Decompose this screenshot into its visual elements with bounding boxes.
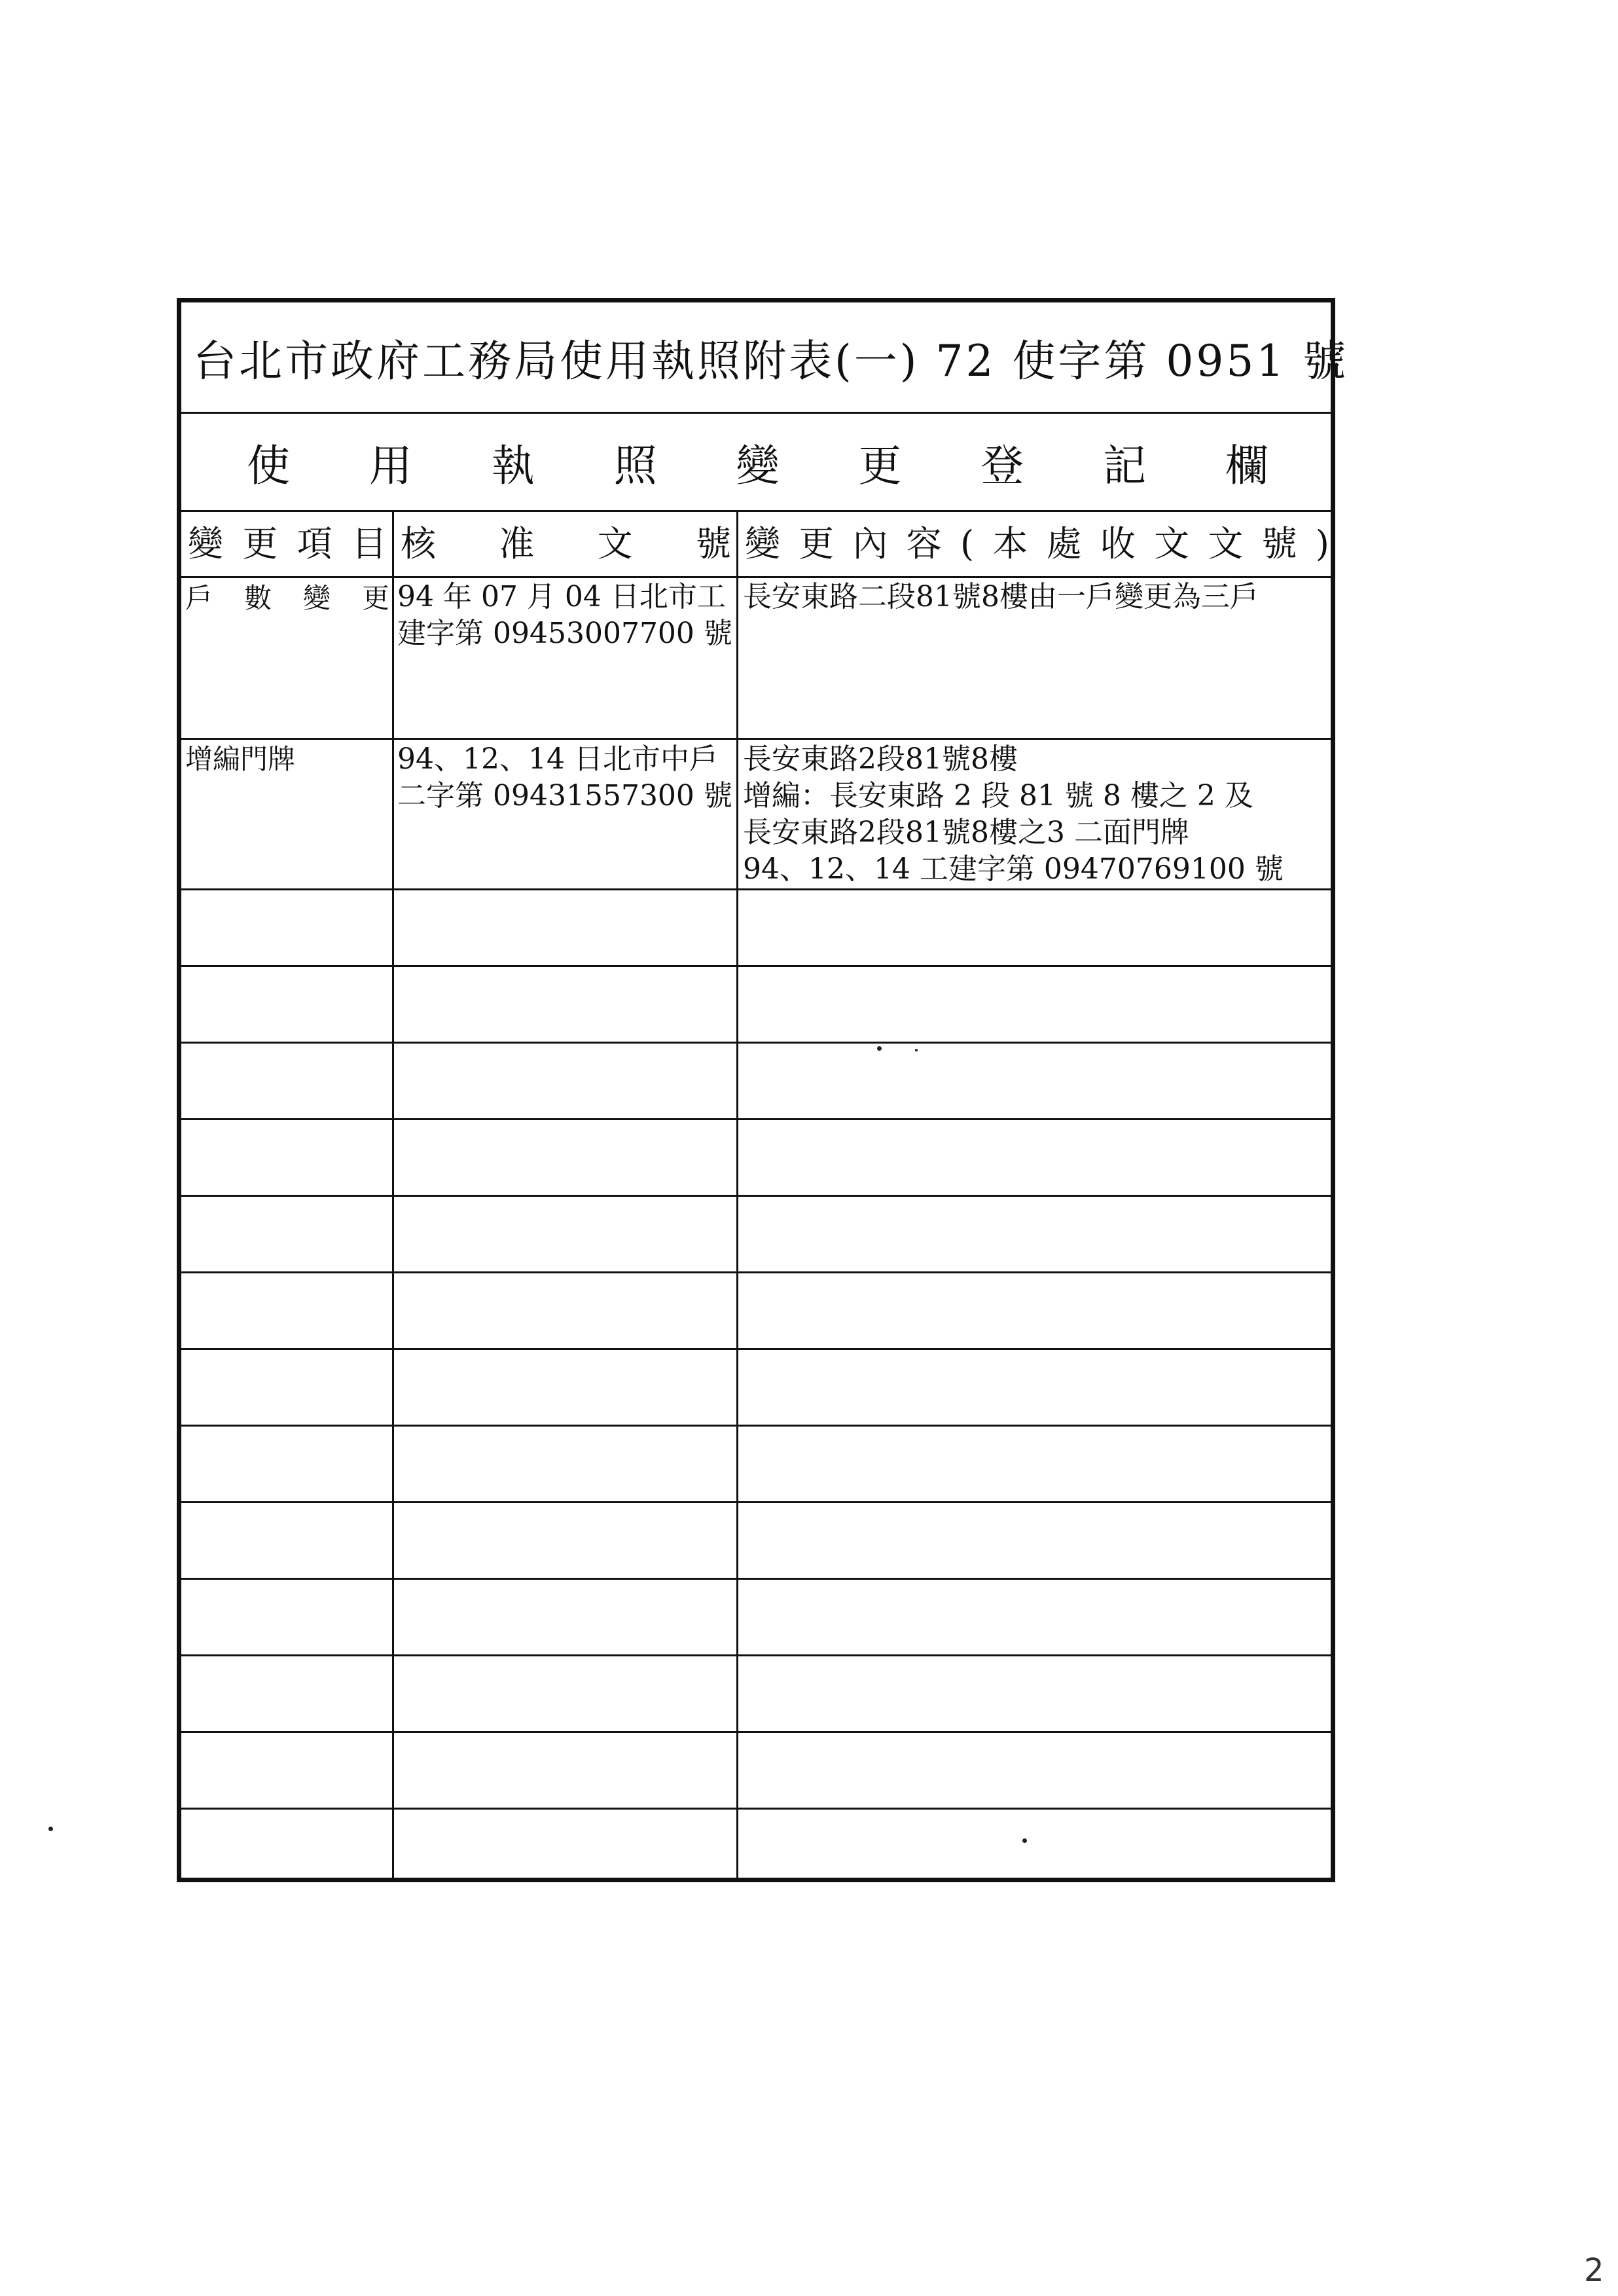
row-1-item [185, 580, 389, 619]
ref-line: 建字第 09453007700 號 [397, 617, 732, 650]
page-number: 2 [1584, 2252, 1604, 2289]
row-divider [181, 1271, 1331, 1273]
header-char: 收 [1100, 523, 1136, 564]
item-char: 更 [361, 582, 389, 614]
row-divider [181, 888, 1331, 890]
ref-line: 94、12、14 日北市中戶 [397, 742, 718, 776]
row-divider [181, 738, 1331, 740]
header-char: 變 [188, 523, 223, 564]
header-char: 變 [745, 523, 780, 564]
row-divider [181, 1042, 1331, 1044]
header-char: 容 [906, 523, 942, 564]
row-divider [181, 965, 1331, 967]
header-char: 內 [852, 523, 888, 564]
header-char: 文 [1208, 523, 1244, 564]
header-char: 項 [297, 523, 333, 564]
header-approval-ref [394, 512, 736, 576]
subtitle-char: 記 [1103, 441, 1147, 491]
ref-line: 94 年 07 月 04 日北市工 [397, 580, 726, 613]
row-divider [181, 1578, 1331, 1580]
item-char: 變 [302, 582, 331, 614]
usage-permit-form [177, 298, 1349, 1882]
header-change-item [181, 512, 392, 576]
subtitle-char: 欄 [1225, 441, 1268, 491]
header-char: 准 [499, 523, 535, 564]
header-char: 號 [1261, 523, 1297, 564]
subtitle-char: 使 [247, 441, 290, 491]
row-divider [181, 1808, 1331, 1810]
header-char: 目 [351, 523, 387, 564]
row-divider [181, 1731, 1331, 1733]
header-char: 號 [695, 523, 731, 564]
row-divider [181, 1654, 1331, 1656]
row-2-ref [397, 741, 735, 886]
scan-speck [877, 1046, 882, 1051]
header-char: 文 [1154, 523, 1190, 564]
row-divider [181, 576, 1331, 578]
content-line: 長安東路二段81號8樓由一戶變更為三戶 [743, 580, 1259, 613]
header-char: 更 [799, 523, 835, 564]
register-table [181, 512, 1331, 1878]
item-char: 戶 [185, 582, 213, 614]
subtitle-char: 照 [613, 441, 657, 491]
ref-line: 二字第 09431557300 號 [397, 779, 732, 812]
row-divider [181, 1501, 1331, 1503]
row-divider [181, 1348, 1331, 1350]
header-char: 本 [992, 523, 1028, 564]
header-char: ) [1315, 523, 1329, 564]
scan-speck [48, 1827, 53, 1831]
row-2-content [743, 741, 1329, 886]
subtitle-char: 執 [491, 441, 535, 491]
scan-speck [915, 1049, 918, 1051]
row-divider [181, 1195, 1331, 1197]
subtitle-char: 用 [369, 441, 412, 491]
subtitle-char: 登 [980, 441, 1024, 491]
subtitle-char: 更 [858, 441, 902, 491]
header-char: 處 [1046, 523, 1082, 564]
row-divider [181, 1425, 1331, 1427]
content-line: 長安東路2段81號8樓 [743, 742, 1018, 776]
row-divider [181, 1118, 1331, 1120]
row-2-item [185, 741, 389, 780]
subtitle-char: 變 [736, 441, 780, 491]
header-change-content [738, 512, 1331, 576]
header-char: ( [960, 523, 975, 564]
header-char: 文 [597, 523, 633, 564]
row-1-ref [397, 579, 735, 736]
content-line: 長安東路2段81號8樓之3 二面門牌 [743, 816, 1189, 849]
form-subtitle [181, 414, 1331, 512]
item-char: 數 [243, 582, 272, 614]
content-line: 增編：長安東路 2 段 81 號 8 樓之 2 及 [743, 779, 1253, 812]
scan-speck [1022, 1838, 1027, 1843]
form-title: 台北市政府工務局使用執照附表(一) 72 使字第 0951 號 [181, 302, 1331, 414]
header-char: 更 [242, 523, 278, 564]
row-1-content [743, 579, 1329, 736]
item-text: 增編門牌 [185, 743, 296, 775]
content-line: 94、12、14 工建字第 09470769100 號 [743, 852, 1284, 886]
header-char: 核 [401, 523, 436, 564]
